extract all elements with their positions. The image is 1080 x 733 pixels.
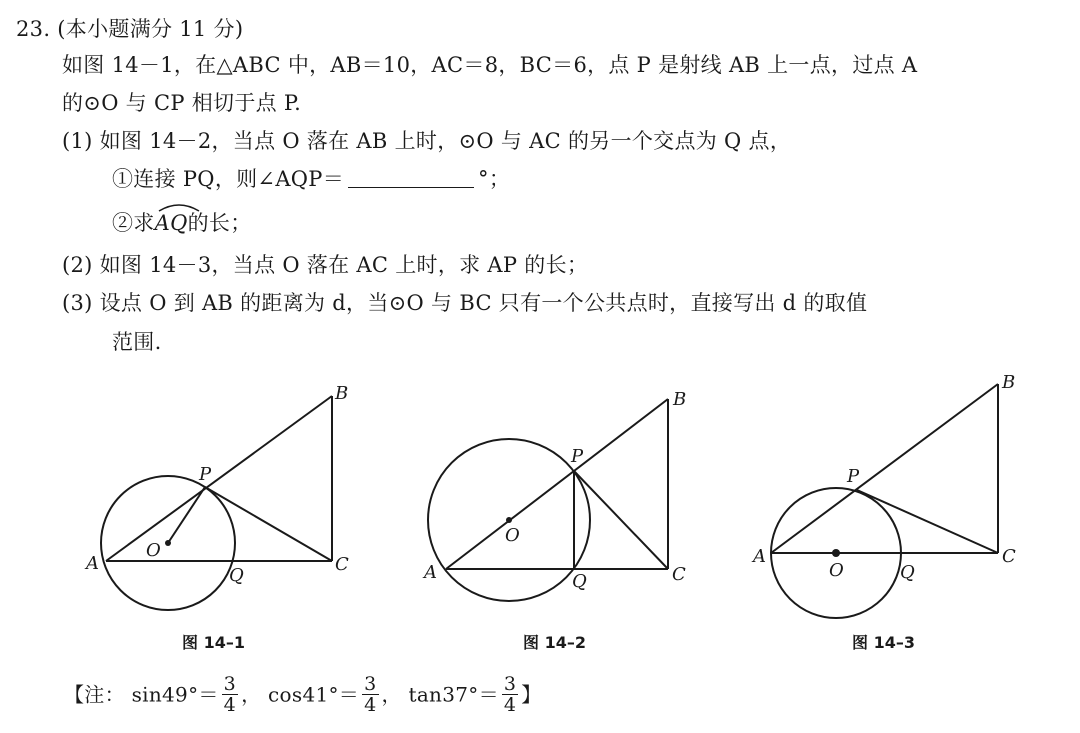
label-o: O xyxy=(829,560,844,581)
note-separator: ， xyxy=(241,682,262,707)
note-sin: sin49°＝ xyxy=(131,682,219,707)
label-q: Q xyxy=(229,565,244,586)
fraction-denominator: 4 xyxy=(364,694,377,716)
label-b: B xyxy=(335,383,349,404)
label-q: Q xyxy=(900,562,915,583)
q1-part1-text: ①连接 PQ，则∠AQP＝ xyxy=(112,167,345,191)
q1-part2-suffix: 的长； xyxy=(187,211,252,235)
q1-part1-degree: °； xyxy=(478,167,511,191)
note-open: 【注： xyxy=(64,682,125,707)
trig-note xyxy=(64,668,542,720)
stem-line-2: 的⊙O 与 CP 相切于点 P. xyxy=(62,91,302,115)
note-separator: ， xyxy=(381,682,402,707)
center-dot-fig2 xyxy=(506,517,512,523)
q1-part2-text: ②求 xyxy=(112,211,155,235)
label-b: B xyxy=(1002,372,1016,393)
question-3-line-2: 范围. xyxy=(112,330,162,354)
fraction-numerator: 3 xyxy=(364,673,377,695)
center-dot-fig3 xyxy=(832,549,840,557)
label-c: C xyxy=(672,564,686,585)
label-a: A xyxy=(86,553,99,574)
label-o: O xyxy=(505,525,520,546)
fraction xyxy=(222,674,238,715)
center-dot-fig1 xyxy=(165,540,171,546)
fraction xyxy=(502,674,518,715)
label-a: A xyxy=(424,562,437,583)
figure-caption-14-1: 图 14–1 xyxy=(182,633,245,652)
note-close: 】 xyxy=(521,682,542,707)
label-c: C xyxy=(1002,546,1016,567)
fraction xyxy=(362,674,378,715)
figure-caption-14-3: 图 14–3 xyxy=(852,633,915,652)
note-cos: cos41°＝ xyxy=(268,682,360,707)
figure-caption-14-2: 图 14–2 xyxy=(523,633,586,652)
problem-score: (本小题满分 11 分) xyxy=(57,17,244,41)
label-p: P xyxy=(571,446,584,467)
figure-14-2-diagram xyxy=(428,399,668,601)
fraction-denominator: 4 xyxy=(503,694,517,716)
label-o: O xyxy=(146,540,161,561)
stem-line-1: 如图 14－1，在△ABC 中，AB＝10，AC＝8，BC＝6，点 P 是射线 AB 上一点，过点 A xyxy=(62,53,918,77)
note-tan: tan37°＝ xyxy=(408,682,499,707)
arc-label: AQ xyxy=(154,211,188,235)
label-b: B xyxy=(673,389,687,410)
problem-number: 23. xyxy=(16,17,51,41)
question-1-intro: (1) 如图 14－2，当点 O 落在 AB 上时，⊙O 与 AC 的另一个交点为 Q 点， xyxy=(62,129,792,153)
label-a: A xyxy=(753,546,766,567)
label-p: P xyxy=(199,464,212,485)
fraction-denominator: 4 xyxy=(223,694,237,716)
label-q: Q xyxy=(572,571,587,592)
fraction-numerator: 3 xyxy=(223,673,237,695)
fraction-numerator: 3 xyxy=(503,673,517,695)
figure-14-1-diagram xyxy=(101,396,332,610)
question-3-line-1: (3) 设点 O 到 AB 的距离为 d，当⊙O 与 BC 只有一个公共点时，直接写出 d 的取值 xyxy=(62,291,868,315)
label-p: P xyxy=(847,466,860,487)
question-2: (2) 如图 14－3，当点 O 落在 AC 上时，求 AP 的长； xyxy=(62,253,589,277)
figure-14-3-diagram xyxy=(771,384,998,618)
label-c: C xyxy=(335,554,349,575)
